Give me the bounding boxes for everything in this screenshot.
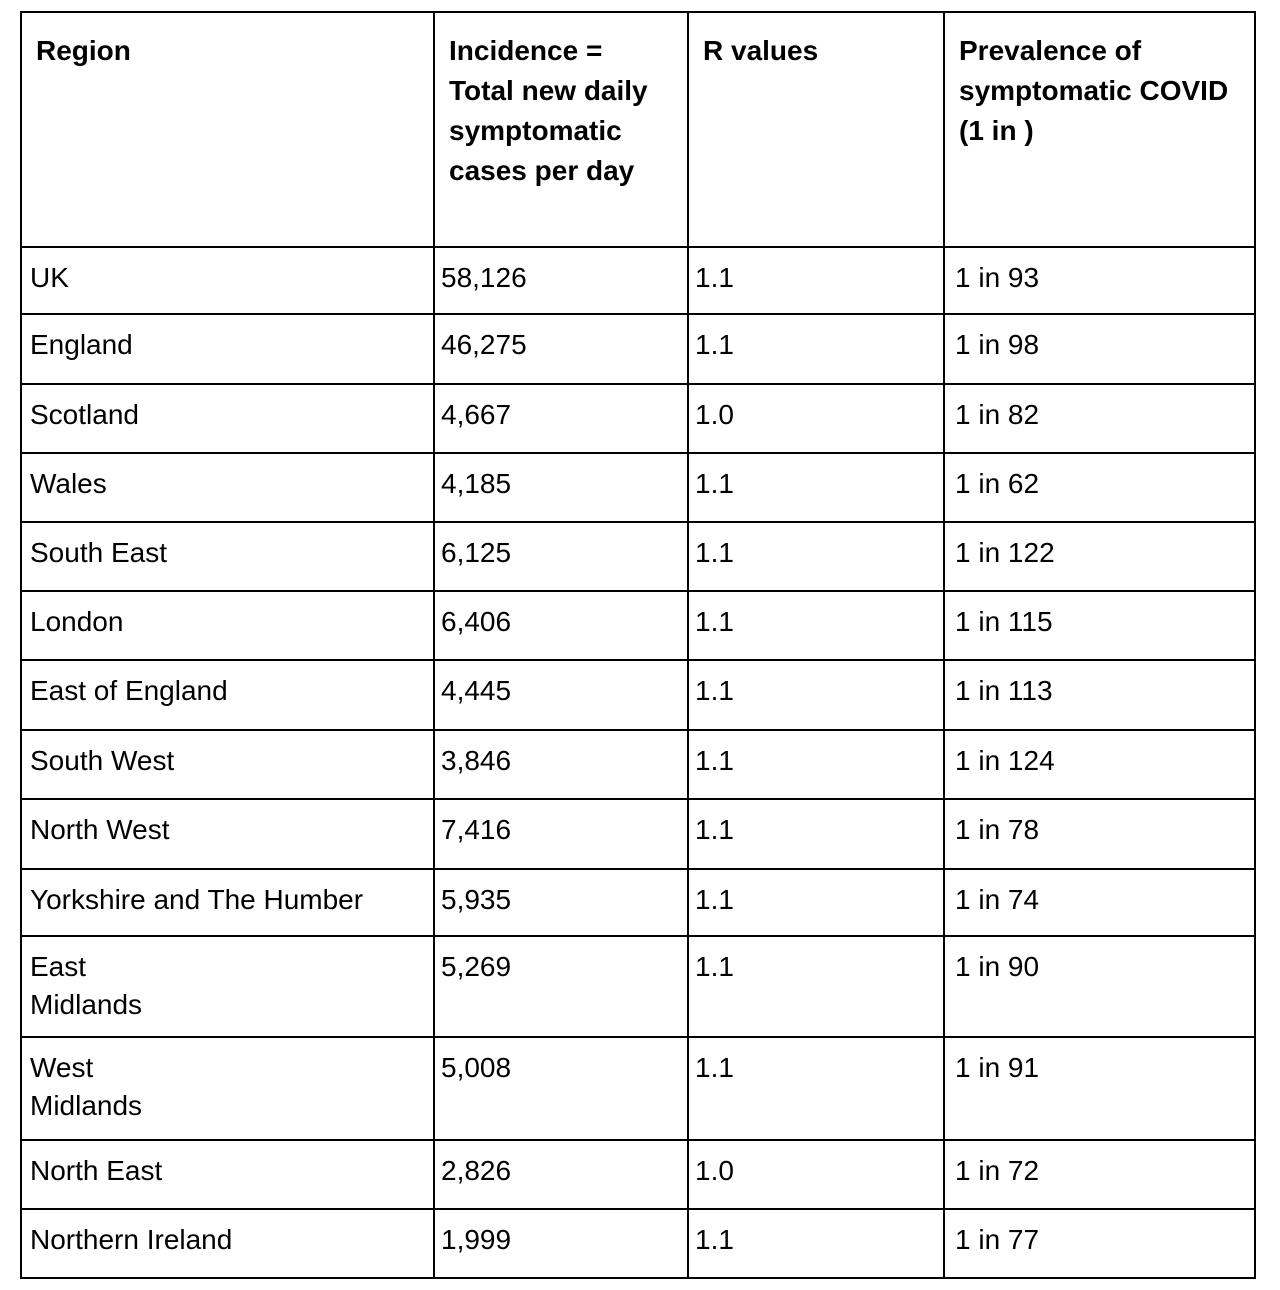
region-cell [21,936,434,1037]
region-cell: England [21,314,434,384]
prevalence-cell: 1 in 91 [944,1037,1255,1140]
r-value-cell: 1.0 [688,1140,944,1209]
prevalence-cell: 1 in 93 [944,247,1255,314]
table-row [21,591,1255,660]
region-cell: UK [21,247,434,314]
r-value-cell: 1.1 [688,591,944,660]
prevalence-cell: 1 in 90 [944,936,1255,1037]
incidence-cell: 5,935 [434,869,688,936]
region-cell: Yorkshire and The Humber [21,869,434,936]
incidence-cell: 6,406 [434,591,688,660]
r-value-cell: 1.1 [688,1037,944,1140]
prevalence-cell: 1 in 122 [944,522,1255,591]
region-cell [21,1037,434,1140]
prevalence-cell: 1 in 77 [944,1209,1255,1278]
table-row [21,869,1255,936]
table-row [21,522,1255,591]
table-row [21,384,1255,453]
incidence-cell: 46,275 [434,314,688,384]
prevalence-cell: 1 in 72 [944,1140,1255,1209]
r-value-cell: 1.0 [688,384,944,453]
table-row [21,453,1255,522]
prevalence-cell: 1 in 74 [944,869,1255,936]
table-row [21,660,1255,730]
prevalence-cell: 1 in 98 [944,314,1255,384]
r-value-cell: 1.1 [688,660,944,730]
r-value-cell: 1.1 [688,247,944,314]
incidence-cell: 2,826 [434,1140,688,1209]
incidence-cell: 5,008 [434,1037,688,1140]
incidence-cell: 58,126 [434,247,688,314]
header-region: Region [21,12,434,247]
incidence-cell: 3,846 [434,730,688,799]
region-cell: South East [21,522,434,591]
r-value-cell: 1.1 [688,522,944,591]
prevalence-cell: 1 in 82 [944,384,1255,453]
incidence-cell: 1,999 [434,1209,688,1278]
table-row [21,936,1255,1037]
region-cell: Northern Ireland [21,1209,434,1278]
header-incidence: Incidence = Total new daily symptomatic cases per day [434,12,688,247]
header-prevalence: Prevalence of symptomatic COVID (1 in ) [944,12,1255,247]
incidence-cell: 6,125 [434,522,688,591]
r-value-cell: 1.1 [688,936,944,1037]
covid-regional-table [20,11,1256,1279]
region-cell: London [21,591,434,660]
r-value-cell: 1.1 [688,799,944,869]
region-cell: Wales [21,453,434,522]
region-cell: East of England [21,660,434,730]
r-value-cell: 1.1 [688,314,944,384]
region-name-wrapped: West Midlands [30,1052,143,1121]
header-r-values: R values [688,12,944,247]
table-row [21,247,1255,314]
prevalence-cell: 1 in 113 [944,660,1255,730]
r-value-cell: 1.1 [688,453,944,522]
region-cell: North West [21,799,434,869]
incidence-cell: 5,269 [434,936,688,1037]
incidence-cell: 4,185 [434,453,688,522]
table-row [21,799,1255,869]
table-row [21,1140,1255,1209]
incidence-cell: 4,667 [434,384,688,453]
table-row [21,1209,1255,1278]
table-row [21,730,1255,799]
incidence-cell: 4,445 [434,660,688,730]
region-cell: North East [21,1140,434,1209]
r-value-cell: 1.1 [688,869,944,936]
incidence-cell: 7,416 [434,799,688,869]
region-cell: South West [21,730,434,799]
r-value-cell: 1.1 [688,730,944,799]
r-value-cell: 1.1 [688,1209,944,1278]
table-header-row [21,12,1255,247]
prevalence-cell: 1 in 78 [944,799,1255,869]
prevalence-cell: 1 in 115 [944,591,1255,660]
region-cell: Scotland [21,384,434,453]
table-row [21,1037,1255,1140]
region-name-wrapped: East Midlands [30,951,143,1020]
prevalence-cell: 1 in 124 [944,730,1255,799]
table-row [21,314,1255,384]
prevalence-cell: 1 in 62 [944,453,1255,522]
